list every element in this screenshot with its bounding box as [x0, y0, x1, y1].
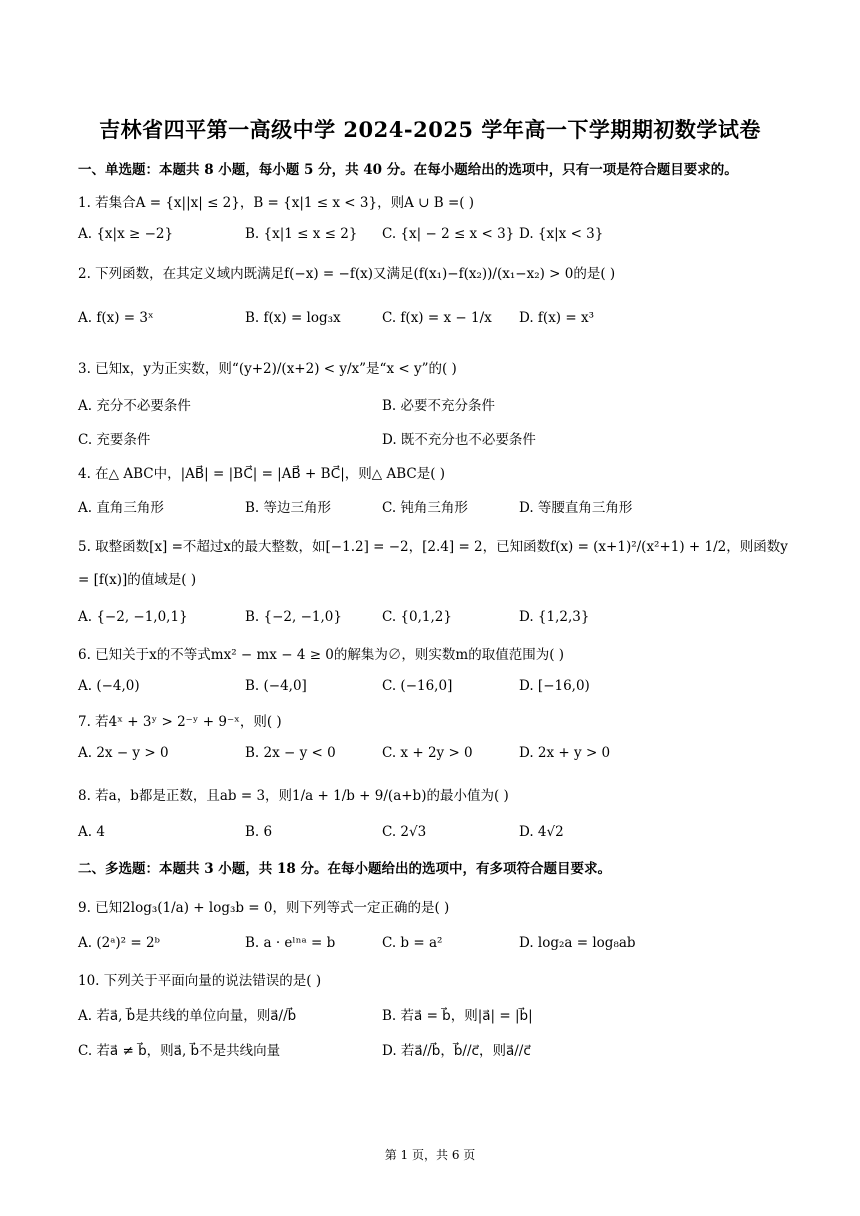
question-4-option-c: C. 钝角三角形 [382, 500, 468, 516]
question-4-option-a: A. 直角三角形 [78, 500, 164, 516]
question-6-option-a: A. (−4,0) [78, 678, 140, 694]
question-5-option-a: A. {−2, −1,0,1} [78, 609, 188, 625]
question-6-option-c: C. (−16,0] [382, 678, 453, 694]
question-3-option-c: C. 充要条件 [78, 432, 151, 448]
question-8-option-c: C. 2√3 [382, 824, 427, 840]
question-1-option-a: A. {x|x ≥ −2} [78, 226, 174, 242]
question-8-stem: 8. 若a，b都是正数，且ab = 3，则1/a + 1/b + 9/(a+b)的最小值为( ) [78, 788, 509, 804]
page-title: 吉林省四平第一高级中学 2024-2025 学年高一下学期期初数学试卷 [99, 117, 761, 142]
question-8-option-d: D. 4√2 [519, 824, 564, 840]
question-3-stem: 3. 已知x，y为正实数，则“(y+2)/(x+2) < y/x”是“x < y”的( ) [78, 361, 457, 377]
section-heading-single-choice: 一、单选题：本题共 8 小题，每小题 5 分，共 40 分。在每小题给出的选项中，只有一项是符合题目要求的。 [78, 162, 738, 178]
question-9-stem: 9. 已知2log₃(1/a) + log₃b = 0，则下列等式一定正确的是( ) [78, 900, 450, 916]
question-7-option-a: A. 2x − y > 0 [78, 745, 169, 761]
question-2-option-a: A. f(x) = 3ˣ [78, 310, 154, 326]
question-6-option-d: D. [−16,0) [519, 678, 590, 694]
question-4-option-b: B. 等边三角形 [245, 500, 332, 516]
question-9-option-d: D. log₂a = log₈ab [519, 935, 636, 951]
question-4-stem: 4. 在△ ABC中，|AB⃗| = |BC⃗| = |AB⃗ + BC⃗|，则△ ABC是( ) [78, 466, 446, 482]
question-6-stem: 6. 已知关于x的不等式mx² − mx − 4 ≥ 0的解集为∅，则实数m的取值范围为( ) [78, 647, 565, 663]
question-2-option-c: C. f(x) = x − 1/x [382, 310, 492, 326]
question-8-option-b: B. 6 [245, 824, 273, 840]
question-5-option-b: B. {−2, −1,0} [245, 609, 342, 625]
section-heading-multiple-choice: 二、多选题：本题共 3 小题，共 18 分。在每小题给出的选项中，有多项符合题目要求。 [78, 861, 611, 877]
question-7-option-d: D. 2x + y > 0 [519, 745, 611, 761]
question-10-option-a: A. 若a⃗, b⃗是共线的单位向量，则a⃗//b⃗ [78, 1008, 297, 1024]
question-6-option-b: B. (−4,0] [245, 678, 307, 694]
question-8-option-a: A. 4 [78, 824, 105, 840]
question-4-option-d: D. 等腰直角三角形 [519, 500, 633, 516]
question-7-stem: 7. 若4ˣ + 3ʸ > 2⁻ʸ + 9⁻ˣ，则( ) [78, 714, 282, 730]
question-2-option-d: D. f(x) = x³ [519, 310, 594, 326]
question-9-option-b: B. a · eˡⁿᵃ = b [245, 935, 336, 951]
question-10-option-c: C. 若a⃗ ≠ b⃗，则a⃗, b⃗不是共线向量 [78, 1043, 281, 1059]
question-9-option-a: A. (2ᵃ)² = 2ᵇ [78, 935, 160, 951]
question-10-option-b: B. 若a⃗ = b⃗，则|a⃗| = |b⃗| [382, 1008, 533, 1024]
question-3-option-d: D. 既不充分也不必要条件 [382, 432, 536, 448]
question-1-option-b: B. {x|1 ≤ x ≤ 2} [245, 226, 358, 242]
question-2-stem: 2. 下列函数，在其定义域内既满足f(−x) = −f(x)又满足(f(x₁)−f(x₂))/(x₁−x₂) > 0的是( ) [78, 266, 616, 282]
question-3-option-a: A. 充分不必要条件 [78, 398, 191, 414]
question-2-option-b: B. f(x) = log₃x [245, 310, 341, 326]
question-10-option-d: D. 若a⃗//b⃗，b⃗//c⃗，则a⃗//c⃗ [382, 1043, 531, 1059]
question-7-option-b: B. 2x − y < 0 [245, 745, 336, 761]
question-10-stem: 10. 下列关于平面向量的说法错误的是( ) [78, 973, 322, 989]
question-5-option-d: D. {1,2,3} [519, 609, 590, 625]
question-1-option-c: C. {x| − 2 ≤ x < 3} [382, 226, 515, 242]
question-7-option-c: C. x + 2y > 0 [382, 745, 473, 761]
question-5-option-c: C. {0,1,2} [382, 609, 452, 625]
question-9-option-c: C. b = a² [382, 935, 443, 951]
question-1-option-d: D. {x|x < 3} [519, 226, 604, 242]
question-3-option-b: B. 必要不充分条件 [382, 398, 496, 414]
question-1-stem: 1. 若集合A = {x||x| ≤ 2}，B = {x|1 ≤ x < 3}，则A ∪ B =( ) [78, 195, 475, 211]
question-5-stem: 5. 取整函数[x] =不超过x的最大整数，如[−1.2] = −2，[2.4] = 2，已知函数f(x) = (x+1)²/(x²+1) + 1/2，则函数y = [f(x)]的值域是( ) [78, 539, 788, 588]
page-footer: 第 1 页，共 6 页 [384, 1148, 476, 1162]
